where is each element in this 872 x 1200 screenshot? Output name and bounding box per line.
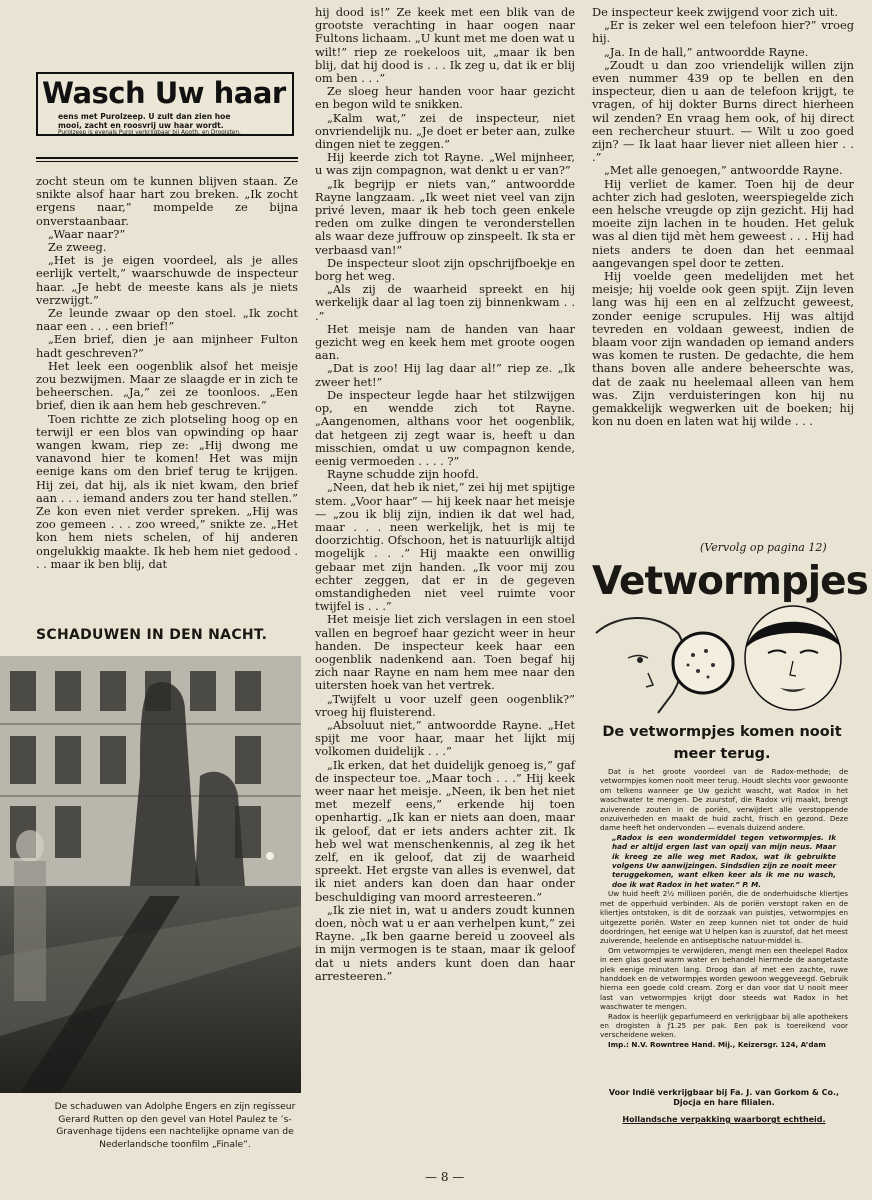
paragraph: „Het is je eigen voordeel, als je alles eerlijk vertelt,” waarschuwde de inspecteur haar. „Je hebt de meeste kans als je niets verzwijgt.” [36,253,298,307]
paragraph: „Waar naar?” [48,226,126,241]
paragraph: Rayne schudde zijn hoofd. [327,467,479,482]
paragraph: Hij keerde zich tot Rayne. „Wel mijnheer, u was zijn compagnon, wat denkt u er van?” [315,150,575,178]
paragraph: Ze leunde zwaar op den stoel. „Ik zocht naar een . . . een brief!” [36,306,298,334]
paragraph: „Ja. In de hall,” antwoordde Rayne. [604,44,809,59]
paragraph: „Met alle genoegen,” antwoordde Rayne. [604,163,843,178]
page-number: — 8 — [425,1170,465,1184]
paragraph: Ze zweeg. [48,240,107,255]
paragraph: Ze sloeg heur handen voor haar gezicht en begon wild te snikken. [315,84,575,112]
ad-line: Purolzeep is evenals Purol verkrijgbaar bij Apoth. en Drogisten. [58,130,241,136]
ad-line: mooi, zacht en roosvrij uw haar wordt. [58,121,224,130]
paragraph: Hij voelde geen medelijden met het meisje; hij voelde ook geen spijt. Zijn leven lang was hij een en al zelfzucht geweest, zonder eenige scrupules. Hij was altijd tevreden en voldaan geweest, indien de blaam voor zijn wandaden op iemand anders was komen te rusten. De gedachte, die hem thans boven alle andere beheerschte was, dat de zaak nu heelemaal alleen van hem was. Zijn verduisteringen kon hij nu gemakkelijk wegwerken uit de boeken; hij kon nu doen en laten wat hij wilde . . . [592,269,854,429]
paragraph: Het meisje nam de handen van haar gezicht weg en keek hem met groote oogen aan. [315,321,575,363]
paragraph: De inspecteur legde haar het stilzwijgen op, en wendde zich tot Rayne. „Aangenomen, althans voor het oogenblik, dat hetgeen zij zegt waar is, heeft u dan misschien, omdat u uw compagnon kende, eenig vermoeden . . . . ?” [315,387,575,468]
ad-paragraph: Om vetwormpjes te verwijderen, mengt men een theelepel Radox in een glas goed warm water en behandel hiermede de aangetaste plek eenige minuten lang. Droog dan af met een zachte, ruwe handdoek en de vetwormpjes worden gewoon weggeveegd. Gebruik hierna een goede cold cream. Zorg er dan voor dat U nooit meer last van vetwormpjes krijgt door steeds wat Radox in het waschwater te mengen. [600,945,848,1012]
ad-tagline: Hollandsche verpakking waarborgt echtheid. [622,1115,826,1124]
ad-testimonial: „Radox is een wondermiddel tegen vetwormpjes. Ik had er altijd ergen last van opzij van mijn neus. Maar ik kreeg ze alle weg met Radox, wat ik gebruikte volgens Uw aanwijzingen. Sindsdien zijn ze nooit meer teruggekomen, want elken keer als ik me nu wasch, doe ik wat Radox in het water.” P. M. [612,832,836,889]
divider [36,161,298,162]
ad-paragraph: Radox is heerlijk geparfumeerd en verkrijgbaar bij alle apothekers en drogisten à ƒ1.25 per pak. Een pak is toereikend voor verscheidene weken. [600,1011,848,1040]
paragraph: De inspecteur keek zwijgend voor zich uit. [592,5,838,19]
divider [36,157,298,159]
paragraph: „Dat is zoo! Hij lag daar al!” riep ze. „Ik zweer het!” [315,361,575,389]
paragraph: Het meisje liet zich verslagen in een stoel vallen en begroef haar gezicht weer in heur handen. De inspecteur keek haar een oogenblik nadenkend aan. Toen begaf hij zich naar Rayne en nam hem mee naar den uitersten hoek van het vertrek. [315,612,575,693]
article-column-3 [592,6,854,429]
paragraph: Het leek een oogenblik alsof het meisje zou bezwijmen. Maar ze slaagde er in zich te beheerschen. „Ja,” zei ze toonloos. „Een brief, dien ik aan hem heb geschreven.” [36,358,298,413]
ad-paragraph: Dat is het groote voordeel van de Radox-methode; de vetwormpjes komen nooit meer terug. Houdt slechts voor gewoonte om telkens wanneer ge Uw gezicht wascht, wat Radox in het waschwater te mengen. De zuurstof, die Radox vrij maakt, brengt zuiverende zouten in de poriën, verwijdert alle verstoppende onzuiverheden en maakt de huid zacht, frisch en gezond. Deze dame heeft het ondervonden — evenals duizend andere. [600,767,848,833]
paragraph: Toen richtte ze zich plotseling hoog op en terwijl er een blos van opwinding op haar wangen kwam, riep ze: „Hij dwong me vanavond hier te komen! Het was mijn eenige kans om den brief terug te krijgen. Hij zei, dat hij, als ik niet kwam, den brief aan . . . iemand anders zou ter hand stellen.” Ze kon even niet verder spreken. „Hij was zoo gemeen . . . zoo wreed,” snikte ze. „Het kon hem niets schelen, of hij anderen ongelukkig maakte. Ik heb hem niet gedood . . . maar ik ben blij, dat [36,411,298,571]
paragraph: Hij verliet de kamer. Toen hij de deur achter zich had gesloten, weerspiegelde zich een helsche vreugde op zijn gezicht. Hij had moeite zijn lachen in te houden. Het geluk was al dien tijd mèt hem geweest . . . Hij had niets anders te doen dan het eenmaal aangevangen spel door te zetten. [592,176,854,270]
radox-ad [588,555,868,1160]
paragraph: „Twijfelt u voor uzelf geen oogenblik?” vroeg hij fluisterend. [315,691,575,719]
paragraph: hij dood is!” Ze keek met een blik van de grootste verachting in haar oogen naar Fultons lichaam. „U kunt met me doen wat u wilt!” riep ze roekeloos uit, „maar ik ben blij, dat hij dood is . . . Ik zeg u, dat ik er blij om ben . . .” [315,5,575,86]
paragraph: „Kalm wat,” zei de inspecteur, niet onvriendelijk nu. „Je doet er beter aan, zulke dingen niet te zeggen.” [315,110,576,152]
continued-notice: (Vervolg op pagina 12) [700,541,827,554]
paragraph: zocht steun om te kunnen blijven staan. Ze snikte alsof haar hart zou breken. „Ik zocht ergens naar,” mompelde ze bijna onverstaanbaar. [36,174,298,228]
paragraph: De inspecteur sloot zijn opschrijfboekje en borg het weg. [315,255,575,284]
paragraph: „Zoudt u dan zoo vriendelijk willen zijn even nummer 439 op te bellen en den inspecteur, dien u aan de telefoon krijgt, te vragen, of hij dokter Burns direct hierheen wil zenden? En vraag hem ook, of hij direct een rechercheur stuurt. — Wilt u zoo goed zijn? — Ik laat haar liever niet alleen hier . . .” [592,57,854,165]
paragraph: „Ik erken, dat het duidelijk genoeg is,” gaf de inspecteur toe. „Maar toch . . .” Hij keek weer naar het meisje. „Neen, ik ben het niet met mezelf eens,” erkende hij toen openhartig. „Ik kan er niets aan doen, maar ik geloof, dat er iets anders achter zit. Ik heb wel wat menschenkennis, al zeg ik het zelf, en ik geloof, dat zij de waarheid spreekt. Het ergste van alles is evenwel, dat ik niet anders kan doen dan haar onder beschuldiging van moord arresteeren.” [315,757,575,904]
paragraph: „Ik begrijp er niets van,” antwoordde Rayne langzaam. „Ik weet niet veel van zijn privé leven, maar ik heb toch geen enkele reden om zulke dingen te veronderstellen als waar deze juffrouw op zinspeelt. Ik sta er verbaasd van!” [315,176,575,257]
paragraph: „Als zij de waarheid spreekt en hij werkelijk daar al lag toen zij binnenkwam . . .” [315,282,575,323]
ad-distributor: Voor Indië verkrijgbaar bij Fa. J. van Gorkom & Co., Djocja en hare filialen. [608,1088,840,1107]
ad-brand: Vetwormpjes [592,559,868,604]
ad-body [600,767,848,1049]
ad-title: Wasch Uw haar [42,76,286,110]
photo-heading: SCHADUWEN IN DEN NACHT. [36,627,268,643]
purolzeep-ad [36,72,294,136]
paragraph: „Een brief, dien je aan mijnheer Fulton hadt geschreven?” [36,332,298,360]
ad-importer: Imp.: N.V. Rowntree Hand. Mij., Keizersgr. 124, A’dam [608,1039,826,1049]
paragraph: „Absoluut niet,” antwoordde Rayne. „Het spijt me voor haar, maar het lijkt mij volkomen duidelijk . . .” [315,717,575,759]
article-column-1 [36,175,298,571]
article-column-2 [315,6,575,983]
paragraph: „Er is zeker wel een telefoon hier?” vroeg hij. [592,18,854,46]
face-illustration [588,603,856,715]
paragraph: „Neen, dat heb ik niet,” zei hij met spijtige stem. „Voor haar” — hij keek naar het meisje — „zou ik blij zijn, indien ik dat wel had, maar . . . neen werkelijk, het is mij te doorzichtig. Ofschoon, het is natuurlijk altijd mogelijk . . .” Hij maakte een onwillig gebaar met zijn handen. „Ik voor mij zou echter zeggen, dat er in de gegeven omstandigheden niet veel ruimte voor twijfel is . . .” [315,480,575,614]
photo-image [0,656,301,1093]
photo-caption: De schaduwen van Adolphe Engers en zijn regisseur Gerard Rutten op den gevel van Hotel Paulez te ’s-Gravenhage tijdens een nachtelijke opname van de Nederlandsche toonfilm „Finale”. [54,1101,296,1150]
ad-headline: De vetwormpjes komen nooit meer terug. [602,724,842,762]
paragraph: „Ik zie niet in, wat u anders zoudt kunnen doen, nòch wat u er aan verhelpen kunt,” zei Rayne. „Ik ben gaarne bereid u zooveel als in mijn vermogen is te staan, maar ik geloof dat u niets anders kunt doen dan haar arresteeren.” [315,902,575,983]
ad-line: eens met Purolzeep. U zult dan zien hoe [58,112,231,121]
ad-paragraph: Uw huid heeft 2½ millioen poriën, die de onderhuidsche kliertjes met de opperhuid verbinden. Als de poriën verstopt raken en de kliertjes ontstoken, is dit de oorzaak van puistjes, vetwormpjes en uitgezette poriën. Water en zeep kunnen niet tot onder de huid doordringen, het eenige wat U helpen kan is zuurstof, dat het meest zuiverende, heelende en antiseptische natuur-middel is. [600,889,848,946]
night-shadow-photo [0,656,301,1093]
